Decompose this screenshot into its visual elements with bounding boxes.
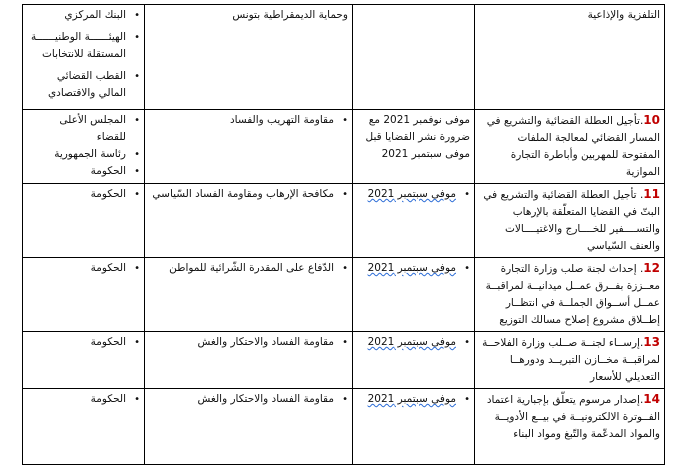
axis-list bbox=[149, 260, 348, 277]
deadline-cell bbox=[353, 5, 475, 110]
list-item: • رئاسة الجمهورية bbox=[27, 146, 140, 163]
axis-list bbox=[149, 391, 348, 408]
deadline-cell bbox=[353, 332, 475, 389]
parties-list bbox=[27, 112, 140, 180]
measure-text: .إرســاء لجنــة صــلب وزارة الفلاحــة لمراقبــة مخــازن التبريــد ودورهــا التعديلي للأسعار bbox=[482, 337, 660, 383]
deadline-text: موفى سبتمبر 2021 bbox=[367, 393, 456, 405]
axis-cell bbox=[145, 110, 353, 184]
list-item: • البنك المركزي bbox=[27, 7, 140, 24]
deadline-cell bbox=[353, 110, 475, 184]
list-item: • الحكومة bbox=[27, 163, 140, 180]
list-item: • مقاومة الفساد والاحتكار والغش bbox=[149, 334, 348, 351]
axis-list bbox=[149, 334, 348, 351]
list-item: • الحكومة bbox=[27, 186, 140, 203]
list-item: • الحكومة bbox=[27, 391, 140, 408]
axis-list bbox=[149, 186, 348, 203]
axis-cell bbox=[145, 184, 353, 258]
list-item: • مقاومة التهريب والفساد bbox=[149, 112, 348, 129]
list-item: • الهيئــــــة الوطنيــــــة المستقلة للانتخابات bbox=[27, 29, 140, 63]
list-item bbox=[357, 186, 470, 203]
table-row bbox=[23, 389, 665, 465]
deadline-list bbox=[357, 391, 470, 408]
measure-text: .تأجيل العطلة القضائية والتشريع في المسار القضائي لمعالجة الملفات المفتوحة للمهربين وأباطرة التجارة الموازية bbox=[486, 115, 660, 178]
measure-cell bbox=[475, 110, 665, 184]
deadline-list bbox=[357, 334, 470, 351]
deadline-list bbox=[357, 186, 470, 203]
measure-number: 11 bbox=[643, 187, 660, 201]
measure-text: التلفزية والإذاعية bbox=[587, 9, 660, 21]
measure-cell bbox=[475, 258, 665, 332]
measure-text: . تأجيل العطلة القضائية والتشريع في البتّ في القضايا المتعلّقة بالإرهاب والتســــفير للخــــارج والاغتيــــالات والعنف السّياسي bbox=[483, 189, 660, 252]
measure-cell bbox=[475, 5, 665, 110]
action-plan-table bbox=[22, 4, 665, 465]
parties-list bbox=[27, 260, 140, 277]
parties-cell bbox=[23, 389, 145, 465]
parties-list bbox=[27, 391, 140, 408]
list-item bbox=[357, 391, 470, 408]
deadline-cell bbox=[353, 389, 475, 465]
table-row bbox=[23, 5, 665, 110]
measure-cell bbox=[475, 184, 665, 258]
table-row bbox=[23, 184, 665, 258]
list-item: • مقاومة الفساد والاحتكار والغش bbox=[149, 391, 348, 408]
list-item: • الدّفاع على المقدرة الشّرائية للمواطن bbox=[149, 260, 348, 277]
list-item bbox=[357, 334, 470, 351]
table-row bbox=[23, 110, 665, 184]
deadline-text: موفى سبتمبر 2021 bbox=[367, 262, 456, 274]
axis-cell bbox=[145, 332, 353, 389]
measure-cell bbox=[475, 389, 665, 465]
measure-number: 14 bbox=[643, 392, 660, 406]
measure-number: 12 bbox=[643, 261, 660, 275]
parties-cell bbox=[23, 258, 145, 332]
list-item: • مكافحة الإرهاب ومقاومة الفساد السّياسي bbox=[149, 186, 348, 203]
axis-text: وحماية الديمقراطية بتونس bbox=[232, 9, 348, 21]
list-item: • القطب القضائي المالي والاقتصادي bbox=[27, 68, 140, 102]
parties-cell bbox=[23, 184, 145, 258]
measure-text: . إحداث لجنة صلب وزارة التجارة معــززة بفــرق عمــل ميدانيــة لمراقبــة عمــل أســواق الجملــة في انتظــار إطــلاق مشروع إصلاح مسالك التوزيع bbox=[485, 263, 660, 326]
deadline-cell bbox=[353, 258, 475, 332]
measure-number: 13 bbox=[643, 335, 660, 349]
axis-cell bbox=[145, 258, 353, 332]
axis-cell bbox=[145, 5, 353, 110]
deadline-text: موفى سبتمبر 2021 bbox=[367, 336, 456, 348]
list-item: • المجلس الأعلى للقضاء bbox=[27, 112, 140, 146]
measure-cell bbox=[475, 332, 665, 389]
list-item: • الحكومة bbox=[27, 260, 140, 277]
measure-number: 10 bbox=[643, 113, 660, 127]
axis-list bbox=[149, 112, 348, 129]
parties-cell bbox=[23, 332, 145, 389]
parties-list bbox=[27, 334, 140, 351]
list-item: • الحكومة bbox=[27, 334, 140, 351]
axis-cell bbox=[145, 389, 353, 465]
list-item bbox=[357, 260, 470, 277]
table-row bbox=[23, 258, 665, 332]
table-row bbox=[23, 332, 665, 389]
deadline-list bbox=[357, 260, 470, 277]
deadline-cell bbox=[353, 184, 475, 258]
parties-list bbox=[27, 7, 140, 102]
parties-list bbox=[27, 186, 140, 203]
deadline-text: موفى نوفمبر 2021 مع ضرورة نشر القضايا قبل موفى سبتمبر 2021 bbox=[365, 114, 470, 160]
deadline-text: موفى سبتمبر 2021 bbox=[367, 188, 456, 200]
parties-cell bbox=[23, 110, 145, 184]
measure-text: .إصدار مرسوم يتعلّق بإجبارية اعتماد الفــوترة الالكترونيــة في بيــع الأدويــة والمواد المدعّمة والتّبغ ومواد البناء bbox=[486, 394, 660, 440]
parties-cell bbox=[23, 5, 145, 110]
